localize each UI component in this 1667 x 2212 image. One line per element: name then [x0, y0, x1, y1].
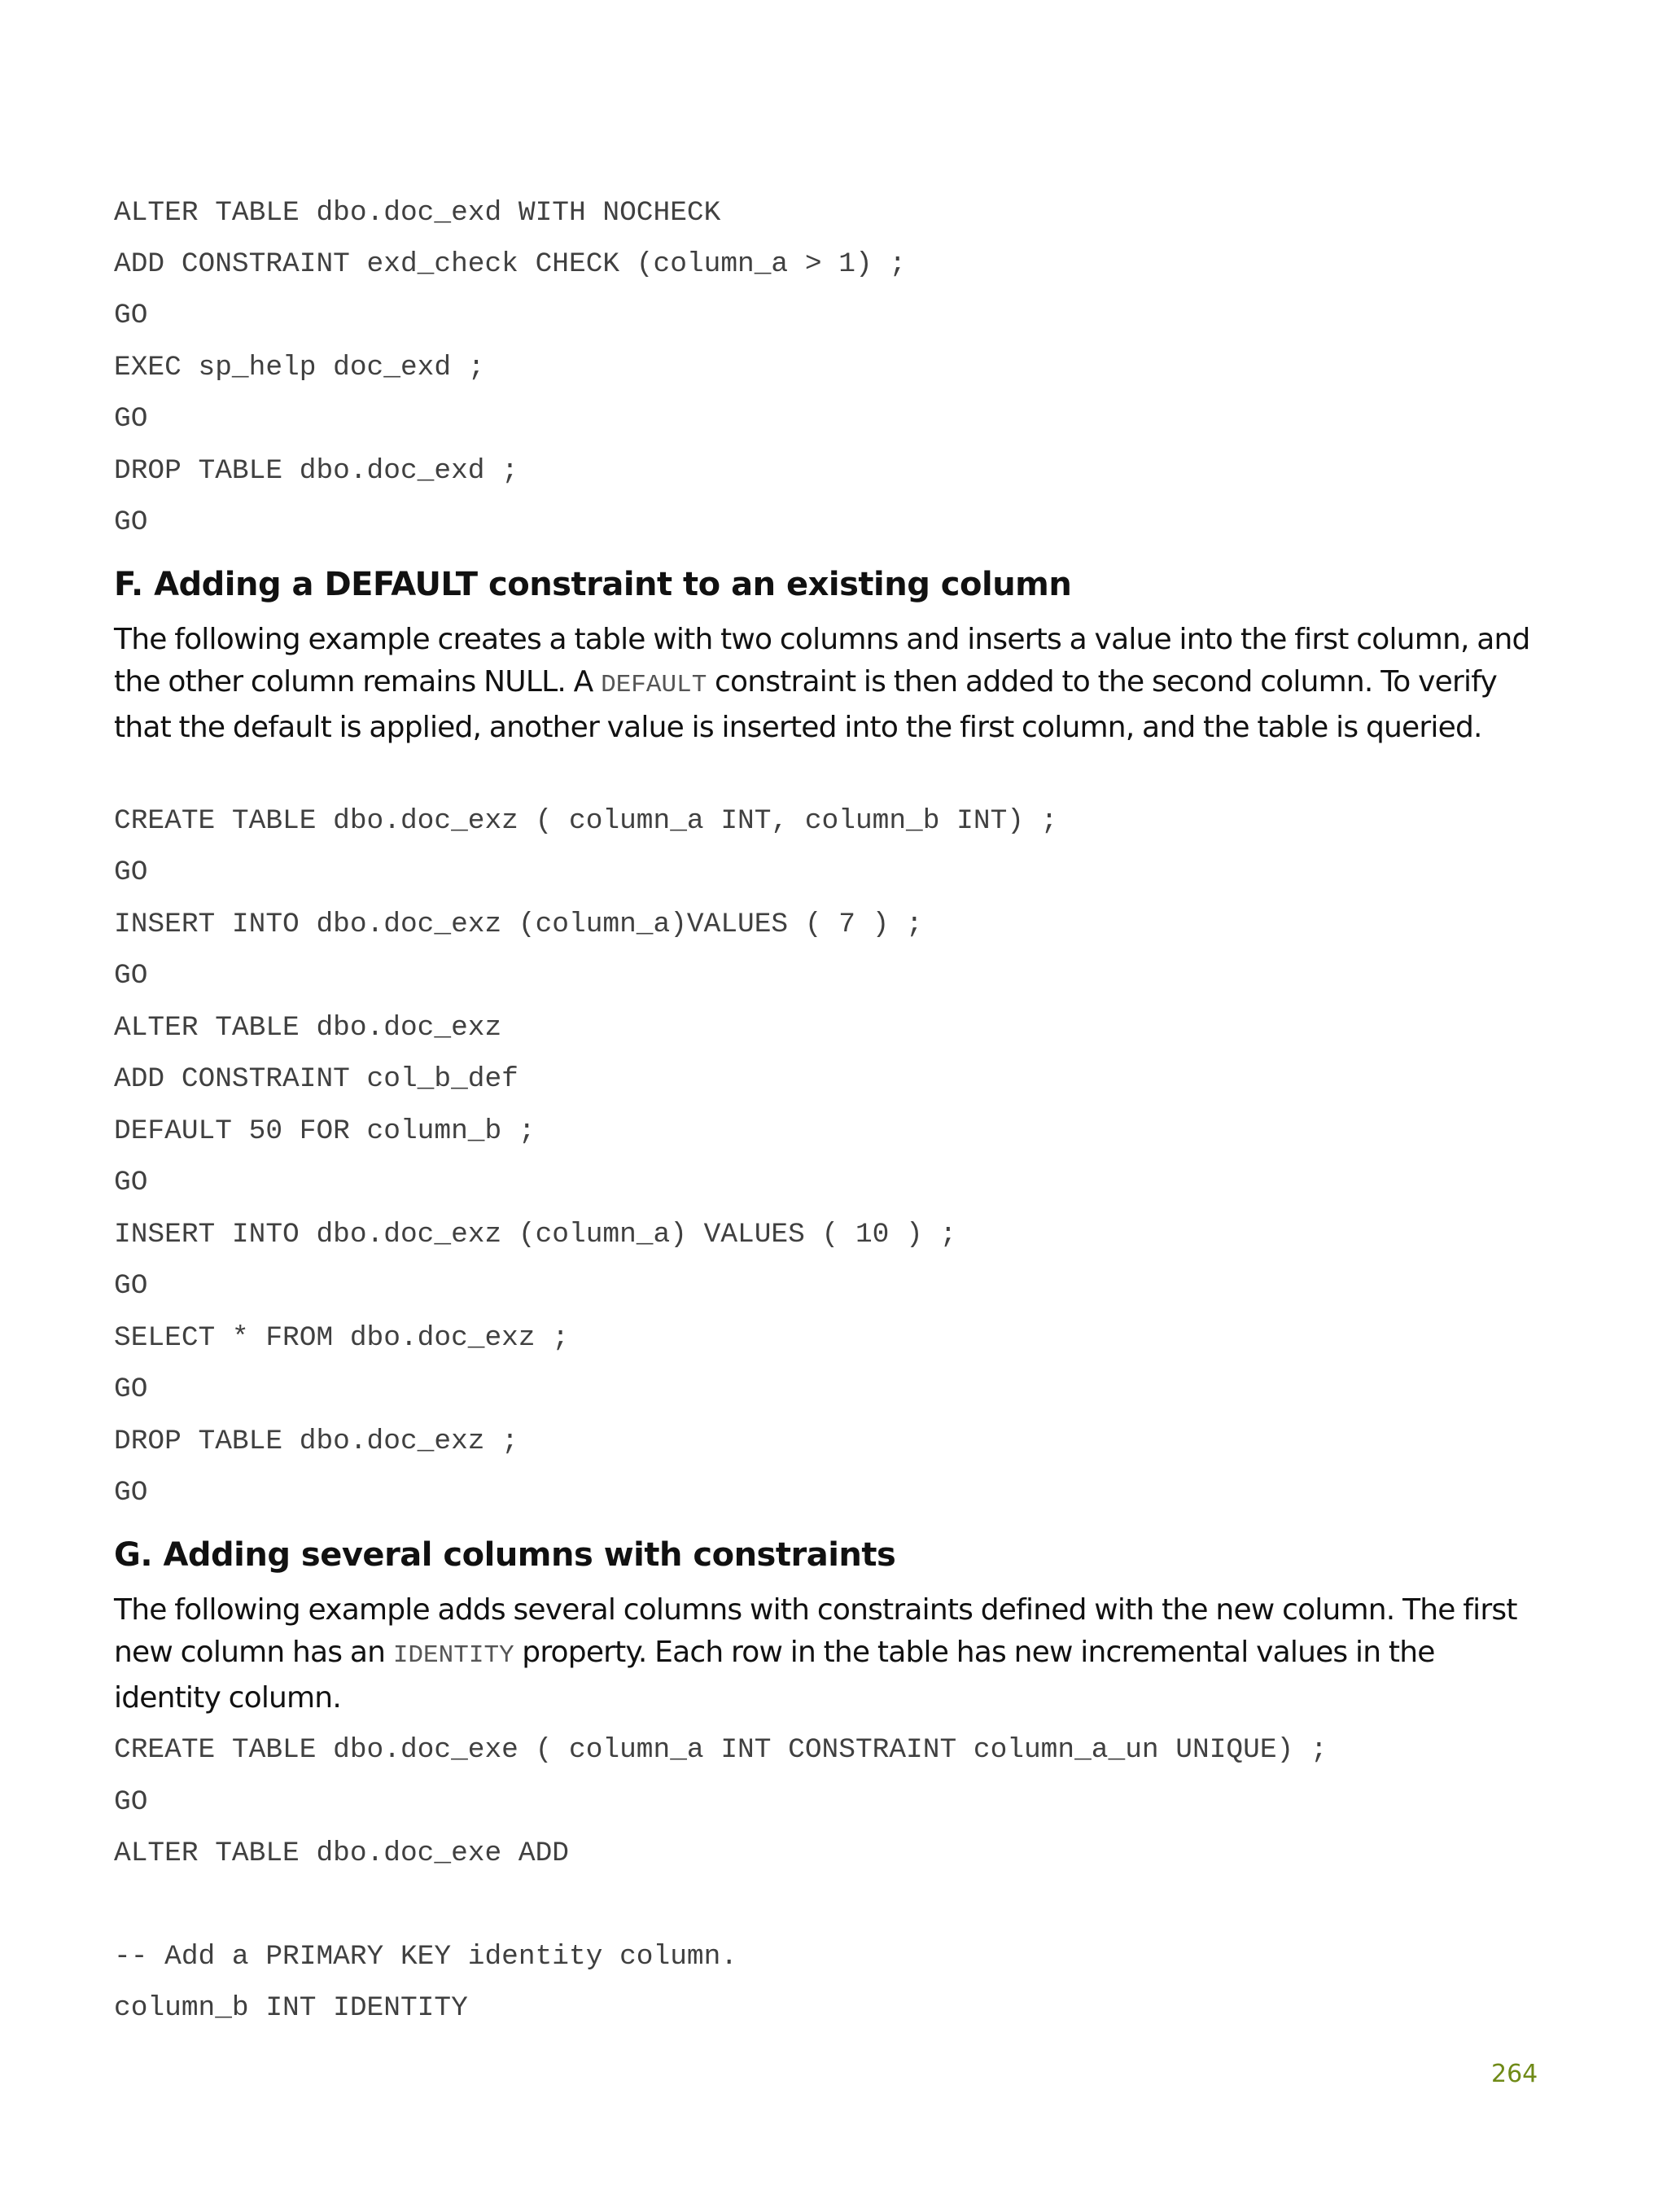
code-line: GO — [114, 1270, 148, 1302]
code-line: ALTER TABLE dbo.doc_exz — [114, 1012, 502, 1044]
code-line: CREATE TABLE dbo.doc_exe ( column_a INT CONSTRAINT column_a_un UNIQUE) ; — [114, 1734, 1328, 1766]
paragraph-text: constraint is then added to the second column. To verify that the default is applied, another value is inserted into the first column, and the table is queried. — [114, 665, 1497, 744]
page-number: 264 — [1491, 2060, 1538, 2088]
code-line: CREATE TABLE dbo.doc_exz ( column_a INT, column_b INT) ; — [114, 805, 1058, 837]
code-line: SELECT * FROM dbo.doc_exz ; — [114, 1322, 569, 1354]
code-line: DROP TABLE dbo.doc_exd ; — [114, 455, 518, 487]
code-line: DEFAULT 50 FOR column_b ; — [114, 1115, 536, 1147]
code-line: DROP TABLE dbo.doc_exz ; — [114, 1426, 518, 1457]
code-comment: -- Add a PRIMARY KEY identity column. — [114, 1941, 738, 1973]
code-line: ADD CONSTRAINT col_b_def — [114, 1063, 518, 1095]
code-line: GO — [114, 300, 148, 331]
code-line: GO — [114, 1373, 148, 1405]
code-line: GO — [114, 506, 148, 538]
code-line: EXEC sp_help doc_exd ; — [114, 352, 485, 383]
code-line: INSERT INTO dbo.doc_exz (column_a)VALUES ( 7 ) ; — [114, 909, 923, 940]
code-line: ALTER TABLE dbo.doc_exe ADD — [114, 1837, 569, 1869]
code-line: column_b INT IDENTITY — [114, 1992, 468, 2024]
paragraph-text: The following example adds several columns with constraints defined with the new column. The first new column has an — [114, 1593, 1517, 1669]
section-paragraph — [114, 1589, 1547, 1719]
paragraph-text: property. Each row in the table has new incremental values in the identity column. — [114, 1636, 1435, 1715]
code-line: GO — [114, 1786, 148, 1818]
code-line: INSERT INTO dbo.doc_exz (column_a) VALUES ( 10 ) ; — [114, 1219, 957, 1251]
inline-code: IDENTITY — [392, 1641, 514, 1670]
code-line: GO — [114, 1167, 148, 1198]
paragraph-text: The following example creates a table with two columns and inserts a value into the first column, and the other column remains NULL. A — [114, 623, 1530, 699]
code-line: ALTER TABLE dbo.doc_exd WITH NOCHECK — [114, 197, 721, 229]
code-line: GO — [114, 960, 148, 992]
code-line: ADD CONSTRAINT exd_check CHECK (column_a > 1) ; — [114, 248, 907, 280]
section-heading: G. Adding several columns with constraints — [114, 1536, 896, 1574]
section-heading: F. Adding a DEFAULT constraint to an existing column — [114, 566, 1072, 603]
code-line: GO — [114, 856, 148, 888]
code-line: GO — [114, 403, 148, 435]
code-line: GO — [114, 1477, 148, 1509]
section-paragraph — [114, 619, 1547, 749]
inline-code: DEFAULT — [601, 671, 707, 699]
